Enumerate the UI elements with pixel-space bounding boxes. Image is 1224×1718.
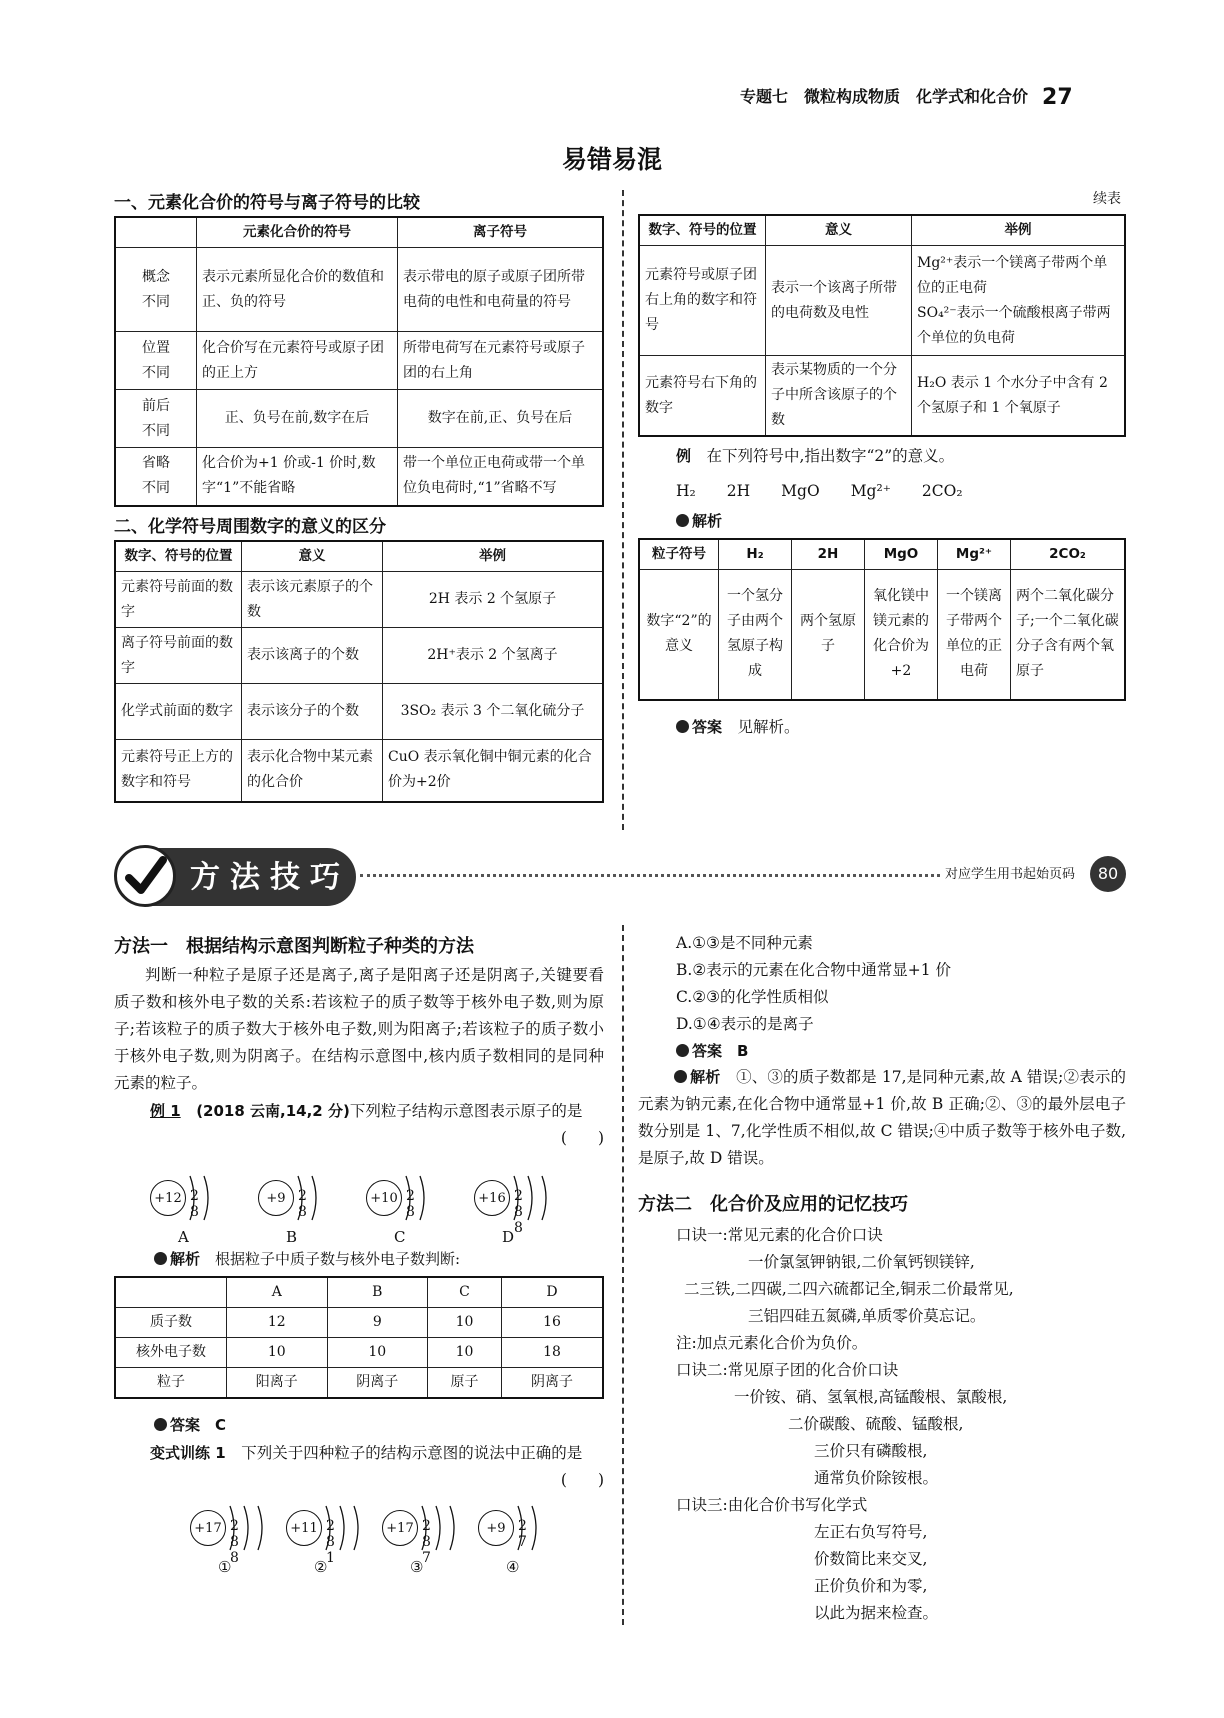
cell: 元素符号右下角的数字: [639, 356, 766, 437]
cell: 18: [502, 1338, 604, 1368]
example-label: 例: [676, 447, 692, 465]
analysis-icon: [676, 514, 689, 527]
col-header: 离子符号: [398, 217, 604, 248]
continued-label: 续表: [1093, 191, 1121, 207]
electron-shells: 2 8: [190, 1188, 202, 1220]
cell: 表示该元素原子的个数: [242, 572, 383, 628]
mnemonic-heading: 口诀二:常见原子团的化合价口诀: [676, 1361, 899, 1379]
mnemonic-line: 三铝四硅五氮磷,单质零价莫忘记。: [748, 1307, 986, 1325]
start-page-number: 80: [1090, 856, 1126, 892]
cell: 所带电荷写在元素符号或原子团的右上角: [398, 332, 604, 390]
cell: 原子: [428, 1368, 502, 1399]
mnemonic-line: 三价只有磷酸根,: [814, 1442, 928, 1460]
nucleus: +11: [286, 1510, 322, 1546]
particle-table: [114, 1276, 604, 1399]
compare-table: [114, 216, 604, 507]
atom-diagrams-2: [190, 1500, 590, 1580]
mnemonic-note: 注:加点元素化合价为负价。: [676, 1334, 868, 1352]
example1-label: 例 1: [150, 1102, 181, 1120]
symbol: Mg²⁺: [850, 482, 891, 500]
cell: 两个氢原子: [792, 570, 865, 700]
cell: 粒子: [115, 1368, 227, 1399]
electron-shells: 2 8 7: [422, 1518, 434, 1566]
atom-label: ②: [314, 1558, 328, 1576]
option-a: A.①③是不同种元素: [676, 934, 813, 952]
cell: 数字“2”的意义: [639, 570, 719, 700]
example1-source: (2018 云南,14,2 分): [196, 1102, 350, 1120]
option-d: D.①④表示的是离子: [676, 1015, 814, 1033]
cell: 核外电子数: [115, 1338, 227, 1368]
atom-label: B: [286, 1228, 298, 1246]
nucleus: +16: [474, 1180, 510, 1216]
sec1-heading: 一、元素化合价的符号与离子符号的比较: [114, 193, 420, 213]
mnemonic-line: 二三铁,二四碳,二四六硫都记全,铜汞二价最常见,: [684, 1280, 1014, 1298]
electron-shells: 2 8 8: [514, 1188, 526, 1236]
nucleus: +9: [478, 1510, 514, 1546]
electron-shells: 2 8: [406, 1188, 418, 1220]
nucleus: +10: [366, 1180, 402, 1216]
method1-title: 方法一 根据结构示意图判断粒子种类的方法: [114, 936, 474, 957]
answer-blank: ( ): [560, 1129, 604, 1147]
cell: 16: [502, 1308, 604, 1338]
example-symbols: [676, 478, 963, 505]
row-label: 省略 不同: [115, 448, 197, 506]
cell: 9: [327, 1308, 428, 1338]
method2-title: 方法二 化合价及应用的记忆技巧: [638, 1194, 908, 1215]
mnemonic-heading: 口诀一:常见元素的化合价口诀: [676, 1226, 883, 1244]
cell: 表示元素所显化合价的数值和正、负的符号: [197, 248, 398, 332]
col-header: 数字、符号的位置: [115, 541, 242, 572]
mnemonics: [638, 1222, 1126, 1627]
cell: 10: [327, 1338, 428, 1368]
example-table: [638, 538, 1126, 701]
mnemonic-line: 通常负价除铵根。: [814, 1469, 939, 1487]
atom-label: C: [394, 1228, 406, 1246]
analysis-text: 解析 ①、③的质子数都是 17,是同种元素,故 A 错误;②表示的元素为钠元素,在化合物中通常显+1 价,故 B 正确;②、③的最外层电子数分别是 1、7,化学性质不相似,故 C 错误;④中质子数等于核外电子数,是原子,故 D 错误。: [638, 1068, 1126, 1167]
cell: 阴离子: [502, 1368, 604, 1399]
col-header: C: [428, 1277, 502, 1308]
answer-blank: ( ): [560, 1471, 604, 1489]
cell: 化合价为+1 价或-1 价时,数字“1”不能省略: [197, 448, 398, 506]
cell: 阳离子: [227, 1368, 328, 1399]
answer-tag: 答案 B: [676, 1040, 748, 1061]
cell: 正、负号在前,数字在后: [197, 390, 398, 448]
cell: CuO 表示氧化铜中铜元素的化合价为+2价: [383, 740, 604, 802]
row-label: 概念 不同: [115, 248, 197, 332]
atom-label: ①: [218, 1558, 232, 1576]
answer-icon: [676, 1044, 689, 1057]
running-header: [740, 84, 1073, 110]
page-number: 27: [1042, 85, 1073, 110]
cell: Mg²⁺表示一个镁离子带两个单位的正电荷 SO₄²⁻表示一个硫酸根离子带两个单位的负电荷: [912, 246, 1126, 356]
col-header: 意义: [766, 215, 912, 246]
variant-question: 变式训练 1 下列关于四种粒子的结构示意图的说法中正确的是 ( ): [114, 1440, 604, 1494]
mnemonic-line: 二价碳酸、硫酸、锰酸根,: [788, 1415, 964, 1433]
page-note: 对应学生用书起始页码: [945, 867, 1076, 882]
mnemonic-line: 左正右负写符号,: [814, 1523, 928, 1541]
cell: 表示该离子的个数: [242, 628, 383, 684]
cell: 一个镁离子带两个单位的正电荷: [938, 570, 1011, 700]
symbol: 2CO₂: [921, 482, 963, 500]
cell: 2H⁺表示 2 个氢离子: [383, 628, 604, 684]
col-header: 2H: [792, 539, 865, 570]
options: [676, 930, 951, 1038]
atom-label: ④: [506, 1558, 520, 1576]
cell: 化合价写在元素符号或原子团的正上方: [197, 332, 398, 390]
mnemonic-line: 正价负价和为零,: [814, 1577, 928, 1595]
cell: 2H 表示 2 个氢原子: [383, 572, 604, 628]
cell: 化学式前面的数字: [115, 684, 242, 740]
col-header: MgO: [865, 539, 938, 570]
col-header: 元素化合价的符号: [197, 217, 398, 248]
banner-title: 方法技巧: [190, 860, 350, 895]
col-header: 举例: [912, 215, 1126, 246]
electron-shells: 2 7: [518, 1518, 530, 1550]
col-header: A: [227, 1277, 328, 1308]
column-divider: [622, 190, 624, 830]
cell: 表示化合物中某元素的化合价: [242, 740, 383, 802]
cell: 氧化镁中镁元素的化合价为+2: [865, 570, 938, 700]
answer1: 答案 C: [154, 1412, 226, 1439]
col-header: D: [502, 1277, 604, 1308]
cell: 表示某物质的一个分子中所含该原子的个数: [766, 356, 912, 437]
cell: 元素符号或原子团右上角的数字和符号: [639, 246, 766, 356]
atom-label: D: [502, 1228, 515, 1246]
col-header: 数字、符号的位置: [639, 215, 766, 246]
cell: 表示一个该离子所带的电荷数及电性: [766, 246, 912, 356]
cell: 12: [227, 1308, 328, 1338]
atom-label: ③: [410, 1558, 424, 1576]
chapter-title: 专题七 微粒构成物质 化学式和化合价: [740, 87, 1029, 106]
cell: 阴离子: [327, 1368, 428, 1399]
row-label: 位置 不同: [115, 332, 197, 390]
example-answer: 答案 见解析。: [676, 714, 800, 741]
section-title: 易错易混: [561, 145, 662, 174]
example-question: 例 在下列符号中,指出数字“2”的意义。: [676, 447, 955, 465]
mnemonic-line: 一价氯氢钾钠银,二价氧钙钡镁锌,: [748, 1253, 975, 1271]
option-c: C.②③的化学性质相似: [676, 988, 829, 1006]
atom-diagrams-1: [150, 1170, 600, 1250]
col-header: 粒子符号: [639, 539, 719, 570]
symbol: H₂: [676, 482, 696, 500]
method1-para: 判断一种粒子是原子还是离子,离子是阳离子还是阴离子,关键要看质子数和核外电子数的关系:若该粒子的质子数等于核外电子数,则为原子;若该粒子的质子数大于核外电子数,则为阳离子;若该粒子的质子数小于核外电子数,则为阴离子。在结构示意图中,核内质子数相同的是同种元素的粒子。: [114, 966, 604, 1092]
nucleus: +9: [258, 1180, 294, 1216]
cell: 离子符号前面的数字: [115, 628, 242, 684]
electron-shells: 2 8: [298, 1188, 310, 1220]
cell: 10: [227, 1338, 328, 1368]
cell: 表示带电的原子或原子团所带电荷的电性和电荷量的符号: [398, 248, 604, 332]
dotted-line: [360, 874, 940, 877]
answer-icon: [154, 1418, 167, 1431]
cell: 两个二氧化碳分子;一个二氧化碳分子含有两个氧原子: [1011, 570, 1126, 700]
option-b: B.②表示的元素在化合物中通常显+1 价: [676, 961, 951, 979]
electron-shells: 2 8 8: [230, 1518, 242, 1566]
cell: 10: [428, 1338, 502, 1368]
nucleus: +17: [190, 1510, 226, 1546]
nucleus: +12: [150, 1180, 186, 1216]
variant-label: 变式训练 1: [150, 1444, 226, 1462]
column-divider: [622, 925, 624, 1625]
mnemonic-line: 价数简比来交叉,: [814, 1550, 928, 1568]
cell: 10: [428, 1308, 502, 1338]
symbol: 2H: [726, 482, 751, 500]
analysis-tag: 解析 根据粒子中质子数与核外电子数判断:: [154, 1248, 460, 1269]
analysis-tag: 解析: [676, 510, 722, 531]
cell: 一个氢分子由两个氢原子构成: [719, 570, 792, 700]
check-icon: [114, 845, 176, 907]
mnemonic-heading: 口诀三:由化合价书写化学式: [676, 1496, 868, 1514]
answer-icon: [676, 720, 689, 733]
cell: 数字在前,正、负号在后: [398, 390, 604, 448]
cell: 3SO₂ 表示 3 个二氧化硫分子: [383, 684, 604, 740]
sec2-heading: 二、化学符号周围数字的意义的区分: [114, 517, 386, 537]
col-header: 举例: [383, 541, 604, 572]
col-header: Mg²⁺: [938, 539, 1011, 570]
atom-label: A: [178, 1228, 189, 1246]
col-header: 意义: [242, 541, 383, 572]
col-header: B: [327, 1277, 428, 1308]
cell: 元素符号前面的数字: [115, 572, 242, 628]
cell: H₂O 表示 1 个水分子中含有 2 个氢原子和 1 个氧原子: [912, 356, 1126, 437]
cell: 表示该分子的个数: [242, 684, 383, 740]
col-header: H₂: [719, 539, 792, 570]
electron-shells: 2 8 1: [326, 1518, 338, 1566]
nucleus: +17: [382, 1510, 418, 1546]
cell: 带一个单位正电荷或带一个单位负电荷时,“1”省略不写: [398, 448, 604, 506]
analysis-icon: [154, 1252, 167, 1265]
mnemonic-line: 以此为据来检查。: [814, 1604, 939, 1622]
row-label: 前后 不同: [115, 390, 197, 448]
continued-table: [638, 214, 1126, 437]
mnemonic-line: 一价铵、硝、氢氧根,高锰酸根、氯酸根,: [734, 1388, 1008, 1406]
example1: 例 1 (2018 云南,14,2 分)下列粒子结构示意图表示原子的是 ( ): [114, 1098, 604, 1152]
cell: 元素符号正上方的数字和符号: [115, 740, 242, 802]
digit-meaning-table: [114, 540, 604, 803]
col-header: 2CO₂: [1011, 539, 1126, 570]
cell: 质子数: [115, 1308, 227, 1338]
analysis-icon: [674, 1070, 687, 1083]
symbol: MgO: [781, 482, 820, 500]
